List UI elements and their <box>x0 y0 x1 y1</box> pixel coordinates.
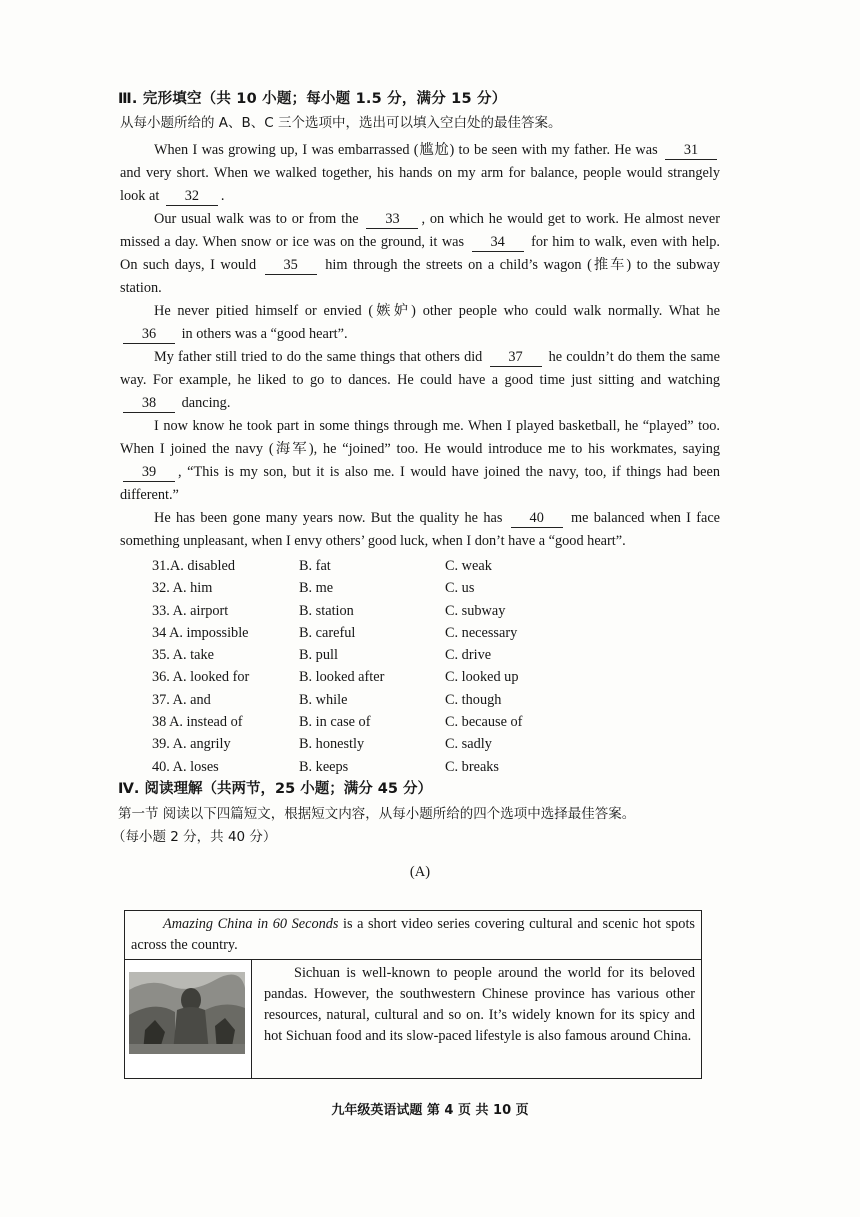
text: and very short. When we walked together, his hands on my arm for balance, people would strangely look at <box>120 165 720 204</box>
option-b: B. me <box>299 580 334 597</box>
sichuan-description: Sichuan is well-known to people around the world for its beloved pandas. However, the southwestern Chinese province has various other resources, natural, cultural and so on. It’s widely known for its spicy and hot Sichuan food and its slow-paced lifestyle is also famous around China. <box>264 965 695 1044</box>
option-a: 36. A. looked for <box>152 669 250 686</box>
section-3-title: Ⅲ. 完形填空（共 10 小题；每小题 1.5 分，满分 15 分） <box>118 91 507 107</box>
answer-options <box>152 555 720 778</box>
option-b: B. honestly <box>299 736 365 753</box>
text: Our usual walk was to or from the <box>154 211 359 227</box>
table-intro <box>125 911 701 960</box>
paragraph-3 <box>120 300 720 346</box>
text: him through the streets on a child’s wagon (推车) to the subway station. <box>120 257 721 296</box>
blank-36: 36 <box>123 326 175 344</box>
series-title: Amazing China in 60 Seconds <box>163 916 339 932</box>
option-a: 32. A. him <box>152 580 213 597</box>
option-b: B. keeps <box>299 758 349 775</box>
blank-37: 37 <box>490 349 542 367</box>
blank-34: 34 <box>472 234 524 252</box>
option-b: B. careful <box>299 624 356 641</box>
option-b: B. while <box>299 691 348 708</box>
text: me balanced when I face something unpleasant, when I envy others’ good luck, when I don’t have a “good heart”. <box>120 510 721 549</box>
option-a: 31.A. disabled <box>152 558 235 574</box>
option-row-35 <box>152 644 720 666</box>
text: My father still tried to do the same things that others did <box>154 349 483 365</box>
text: for him to walk, even with help. On such days, I would <box>120 234 721 273</box>
passage-a-label: (A) <box>409 863 431 880</box>
section-4-score-note: （每小题 2 分，共 40 分） <box>112 828 277 845</box>
text: I now know he took part in some things through me. When I played basketball, he “played” too. When I joined the navy (海军), he “joined” too. He would introduce me to his workmates, saying <box>120 418 720 457</box>
paragraph-1 <box>120 139 720 208</box>
text: , on which he would get to work. He almost never missed a day. When snow or ice was on the ground, it was <box>120 211 721 250</box>
option-row-38 <box>152 711 720 733</box>
paragraph-2 <box>120 208 720 300</box>
option-row-33 <box>152 600 720 622</box>
option-c: C. necessary <box>445 624 518 641</box>
text: He never pitied himself or envied (嫉妒) other people who could walk normally. What he <box>154 303 720 319</box>
buddha-photo-icon <box>125 960 251 1078</box>
text: dancing. <box>181 395 231 411</box>
option-c: C. us <box>445 580 475 597</box>
option-b: B. pull <box>299 647 338 664</box>
option-c: C. drive <box>445 647 492 664</box>
section-4-instruction: 第一节 阅读以下四篇短文，根据短文内容，从每小题所给的四个选项中选择最佳答案。 <box>118 805 636 822</box>
text: , “This is my son, but it is also me. I would have joined the navy, too, if things had been different.” <box>120 464 720 503</box>
option-a: 33. A. airport <box>152 602 229 619</box>
blank-40: 40 <box>511 510 563 528</box>
text: he couldn’t do them the same way. For example, he liked to go to dances. He could have a good time just sitting and watching <box>120 349 721 388</box>
text: When I was growing up, I was embarrassed (尴尬) to be seen with my father. He was <box>154 142 658 158</box>
option-c: C. because of <box>445 714 523 731</box>
option-b: B. in case of <box>299 714 371 731</box>
text: He has been gone many years now. But the quality he has <box>154 510 503 526</box>
leshan-buddha-image <box>125 960 252 1078</box>
option-b: B. fat <box>299 558 331 574</box>
option-row-36 <box>152 666 720 688</box>
option-a: 35. A. take <box>152 647 214 664</box>
paragraph-4 <box>120 346 720 415</box>
option-a: 37. A. and <box>152 691 211 708</box>
text: . <box>220 188 225 204</box>
blank-33: 33 <box>366 211 418 229</box>
blank-38: 38 <box>123 395 175 413</box>
intro-text: is a short video series covering cultural and scenic hot spots across the country. <box>131 916 695 953</box>
option-row-34 <box>152 622 720 644</box>
option-b: B. looked after <box>299 669 385 686</box>
table-row-sichuan <box>125 960 701 1078</box>
blank-31: 31 <box>665 142 717 160</box>
paragraph-5 <box>120 415 720 507</box>
reading-table <box>124 910 702 1079</box>
option-row-32 <box>152 577 720 599</box>
option-a: 39. A. angrily <box>152 736 231 753</box>
blank-39: 39 <box>123 464 175 482</box>
option-c: C. subway <box>445 602 506 619</box>
option-c: C. looked up <box>445 669 519 686</box>
option-row-39 <box>152 733 720 755</box>
exam-page <box>112 88 721 894</box>
paragraph-6 <box>120 507 720 553</box>
option-row-31 <box>152 555 720 577</box>
option-a: 38 A. instead of <box>152 714 243 731</box>
option-a: 40. A. loses <box>152 758 219 775</box>
option-a: 34 A. impossible <box>152 624 249 641</box>
option-row-40 <box>152 756 720 778</box>
option-row-37 <box>152 689 720 711</box>
blank-35: 35 <box>265 257 317 275</box>
text: in others was a “good heart”. <box>181 326 348 342</box>
option-c: C. sadly <box>445 736 492 753</box>
option-b: B. station <box>299 602 354 619</box>
option-c: C. weak <box>445 558 492 574</box>
section-3-instruction: 从每小题所给的 A、B、C 三个选项中，选出可以填入空白处的最佳答案。 <box>120 115 562 131</box>
section-4-title: Ⅳ. 阅读理解（共两节，25 小题；满分 45 分） <box>118 780 432 797</box>
option-c: C. though <box>445 691 502 708</box>
page-footer: 九年级英语试题 第 4 页 共 10 页 <box>331 1103 529 1118</box>
option-c: C. breaks <box>445 758 499 775</box>
blank-32: 32 <box>166 188 218 206</box>
